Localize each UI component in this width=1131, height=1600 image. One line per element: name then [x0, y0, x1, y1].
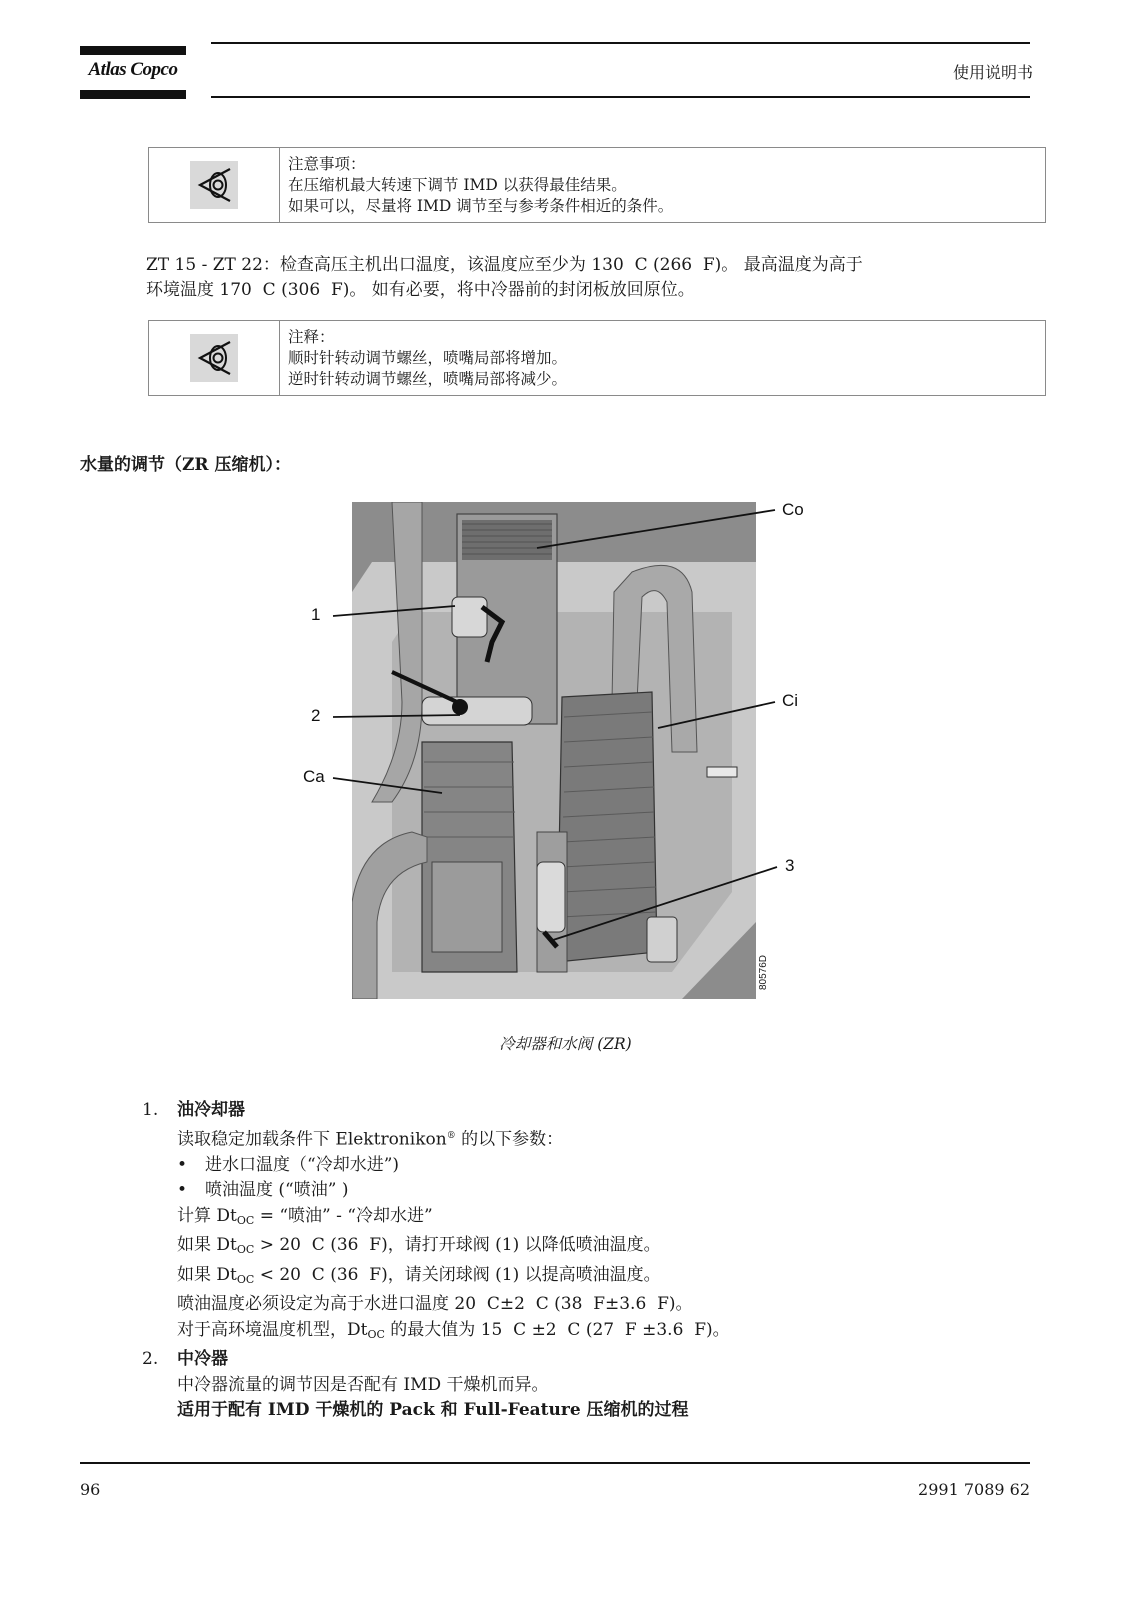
label-co: Co	[782, 500, 804, 519]
procedure-list	[142, 1098, 1042, 1424]
text-segment: 对于高环境温度机型，Dt	[177, 1319, 368, 1340]
note-line: 在压缩机最大转速下调节 IMD 以获得最佳结果。	[288, 176, 627, 194]
subscript: OC	[236, 1243, 255, 1257]
header-title: 使用说明书	[952, 63, 1033, 82]
text-segment: 读取稳定加载条件下 Elektronikon	[177, 1129, 447, 1150]
subscript: OC	[236, 1272, 255, 1286]
section-title: 水量的调节（ZR 压缩机）：	[80, 455, 291, 475]
text-segment: 的最大值为 15 C ±2 C (27 F ±3.6 F)。	[384, 1319, 730, 1340]
list-item-2	[142, 1347, 1042, 1424]
subscript: OC	[367, 1327, 385, 1341]
intercooler-line: 中冷器流量的调节因是否配有 IMD 干燥机而异。	[177, 1374, 549, 1395]
label-3: 3	[785, 856, 795, 875]
text-segment: = “喷油” - “冷却水进”	[254, 1205, 433, 1226]
label-ca: Ca	[303, 767, 325, 786]
text-segment: 如果 Dt	[177, 1264, 237, 1285]
if-close-line	[177, 1263, 1042, 1293]
page-number: 96	[80, 1480, 101, 1499]
list-item-title: 油冷却器	[177, 1100, 245, 1120]
bullet-item	[177, 1153, 1042, 1179]
if-open-line	[177, 1233, 1042, 1263]
text-segment: 的以下参数：	[455, 1129, 564, 1150]
list-item-title: 中冷器	[177, 1349, 228, 1370]
text-segment: 如果 Dt	[177, 1235, 237, 1256]
subscript: OC	[236, 1213, 255, 1227]
oil-temp-line: 喷油温度必须设定为高于水进口温度 20 C±2 C (38 F±3.6 F)。	[177, 1294, 693, 1315]
figure-caption: 冷却器和水阀 (ZR)	[499, 1035, 632, 1053]
list-number: 2.	[142, 1349, 159, 1370]
note-line: 顺时针转动调节螺丝，喷嘴局部将增加。	[288, 349, 568, 367]
read-params-line	[177, 1124, 1042, 1153]
bullet-item	[177, 1178, 1042, 1204]
bullet-text: 进水口温度（“冷却水进”)	[205, 1154, 400, 1175]
para-line: ZT 15 - ZT 22：检查高压主机出口温度，该温度应至少为 130 C (266 F)。 最高温度为高于	[146, 255, 863, 275]
note-line: 注释：	[288, 328, 335, 346]
max-value-line	[177, 1318, 1042, 1348]
label-2: 2	[311, 706, 321, 725]
note-line: 注意事项：	[288, 155, 366, 173]
list-number: 1.	[142, 1100, 159, 1120]
bullet-icon: •	[177, 1180, 188, 1201]
text-segment: 计算 Dt	[177, 1205, 237, 1226]
bullet-icon: •	[177, 1154, 188, 1175]
label-1: 1	[311, 605, 321, 624]
intercooler-process-line: 适用于配有 IMD 干燥机的 Pack 和 Full-Feature 压缩机的过程	[177, 1400, 689, 1421]
footer-rule	[80, 1462, 1030, 1464]
label-ci: Ci	[782, 691, 799, 710]
figure-code: 80576D	[758, 954, 769, 990]
logo-text: Atlas Copco	[88, 59, 178, 80]
text-segment: < 20 C (36 F)，请关闭球阀 (1) 以提高喷油温度。	[254, 1264, 661, 1285]
note-line: 如果可以，尽量将 IMD 调节至与参考条件相近的条件。	[288, 197, 674, 215]
calc-line	[177, 1204, 1042, 1234]
para-line: 环境温度 170 C (306 F)。 如有必要，将中冷器前的封闭板放回原位。	[146, 280, 695, 300]
note-line: 逆时针转动调节螺丝，喷嘴局部将减少。	[288, 370, 568, 388]
text-segment: > 20 C (36 F)，请打开球阀 (1) 以降低喷油温度。	[254, 1235, 661, 1256]
bullet-text: 喷油温度 (“喷油” )	[205, 1180, 349, 1201]
document-number: 2991 7089 62	[918, 1480, 1030, 1499]
registered-mark: ®	[446, 1130, 456, 1141]
list-item-1	[142, 1098, 1042, 1347]
